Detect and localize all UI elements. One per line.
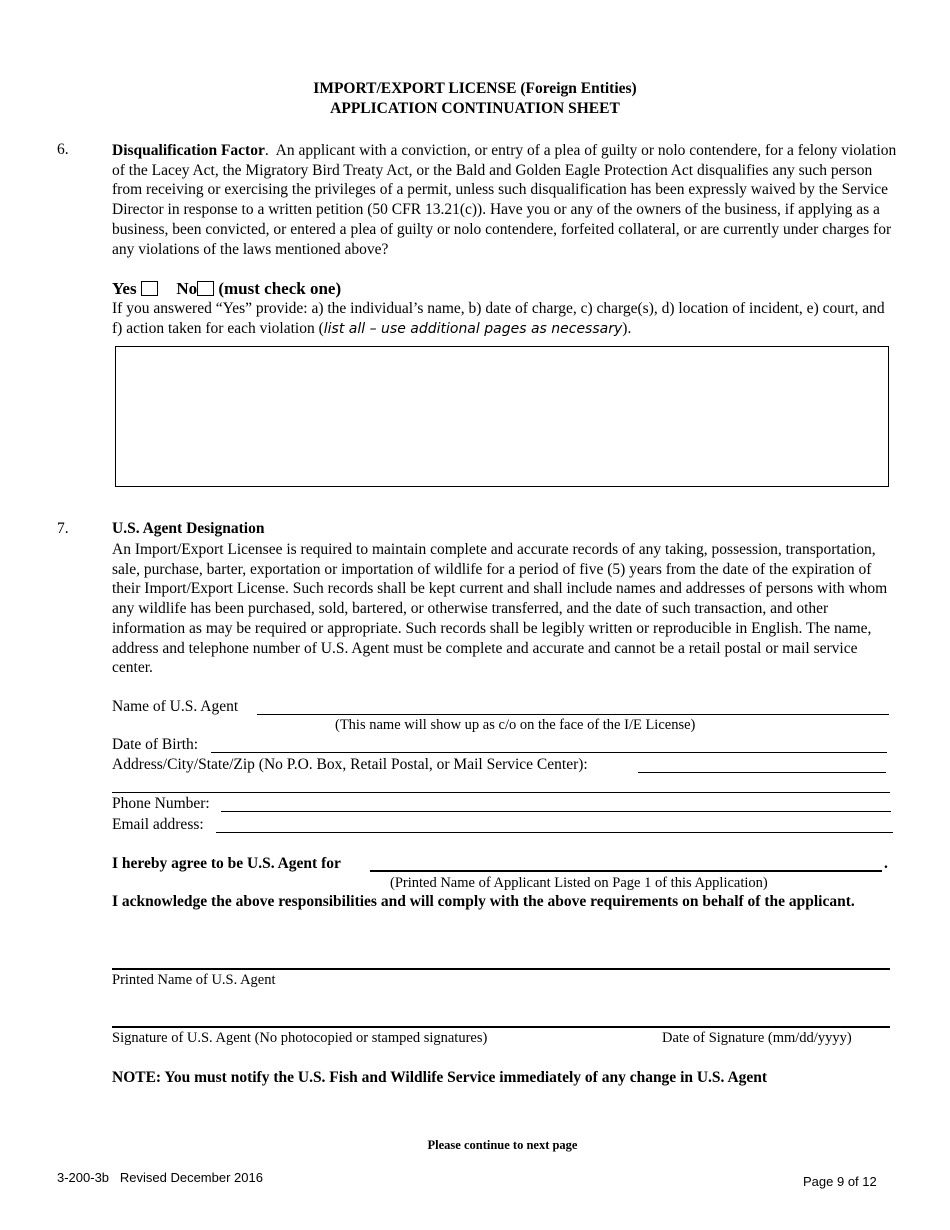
applicant-name-field[interactable] [370, 870, 882, 872]
section-7-number: 7. [57, 520, 69, 537]
agent-name-label: Name of U.S. Agent [112, 698, 239, 715]
address-field-line1[interactable] [638, 772, 886, 773]
section-6-body: An applicant with a conviction, or entry of a plea of guilty or nolo contendere, for a felony violation of the Lacey Act, the Migratory Bird Treaty Act, or the Bald and Golden Eagle Protection Act disqualifies any such person from receiving or exercising the privileges of a permit, unless such disqualification has been expressly waived by the Service Director in response to a written petition (50 CFR 13.21(c)). Have you or any of the owners of the business, if applying as a business, been convicted, or entered a plea of guilty or nolo contendere, forfeited collateral, or are currently under charges for any violations of the laws mentioned above? [112, 142, 897, 258]
yes-checkbox[interactable] [141, 281, 158, 296]
form-id: 3-200-3b Revised December 2016 [57, 1170, 263, 1185]
agent-name-note: (This name will show up as c/o on the face of the I/E License) [335, 717, 696, 733]
email-field[interactable] [216, 832, 893, 833]
form-title: IMPORT/EXPORT LICENSE (Foreign Entities) [313, 80, 637, 97]
agree-label: I hereby agree to be U.S. Agent for [112, 855, 341, 872]
continue-note: Please continue to next page [427, 1138, 578, 1152]
email-label: Email address: [112, 816, 204, 833]
signature-field[interactable] [112, 1026, 890, 1028]
section-7-body: An Import/Export Licensee is required to maintain complete and accurate records of any taking, possession, transportation, sale, purchase, barter, exportation or importation of wildlife for a period of five (5) years from the date of the expiration of their Import/Export License. Such records shall be kept current and shall include names and addresses of persons with whom any wildlife has been purchased, sold, bartered, or otherwise transferred, and the date of such transaction, and other information as may be required or appropriate. Such records shall be legibly written or reproducible in English. The name, address and telephone number of U.S. Agent must be complete and accurate and cannot be a retail postal or mail service center. [112, 541, 888, 677]
address-label: Address/City/State/Zip (No P.O. Box, Retail Postal, or Mail Service Center): [112, 756, 588, 773]
section-6-heading: Disqualification Factor [112, 142, 265, 159]
no-checkbox[interactable] [197, 281, 214, 296]
dob-field[interactable] [211, 752, 887, 753]
agree-note: (Printed Name of Applicant Listed on Page 1 of this Application) [390, 875, 768, 891]
no-label: No [176, 279, 198, 298]
signature-label: Signature of U.S. Agent (No photocopied or stamped signatures) [112, 1030, 488, 1046]
address-field-line2[interactable] [112, 792, 890, 793]
date-signature-label: Date of Signature (mm/dd/yyyy) [662, 1030, 852, 1046]
section-6-number: 6. [57, 141, 69, 158]
violations-textarea[interactable] [115, 346, 889, 487]
form-subtitle: APPLICATION CONTINUATION SHEET [330, 100, 620, 117]
acknowledge-statement: I acknowledge the above responsibilities and will comply with the above requirements on behalf of the applicant. [112, 893, 855, 910]
agent-name-field[interactable] [257, 714, 889, 715]
dob-label: Date of Birth: [112, 736, 199, 753]
page-number: Page 9 of 12 [803, 1174, 877, 1189]
must-check-note: (must check one) [218, 279, 342, 298]
section-7-heading: U.S. Agent Designation [112, 520, 265, 537]
yes-label: Yes [112, 279, 137, 298]
phone-label: Phone Number: [112, 795, 210, 812]
if-yes-italic: list all – use additional pages as necessary [323, 320, 623, 337]
printed-name-label: Printed Name of U.S. Agent [112, 972, 276, 988]
if-yes-instructions: If you answered “Yes” provide: a) the individual’s name, b) date of charge, c) charge(s), d) location of incident, e) court, and f) action taken for each violation (list all – use additional pages as necessary). [112, 300, 885, 337]
agree-period: . [884, 855, 888, 872]
yes-no-row [112, 279, 341, 299]
note-text: NOTE: You must notify the U.S. Fish and Wildlife Service immediately of any change in U.S. Agent [112, 1069, 768, 1086]
printed-name-field[interactable] [112, 968, 890, 970]
section-6-paragraph: Disqualification Factor. An applicant with a conviction, or entry of a plea of guilty or nolo contendere, for a felony violation of the Lacey Act, the Migratory Bird Treaty Act, or the Bald and Golden Eagle Protection Act disqualifies any such person from receiving or exercising the privileges of a permit, unless such disqualification has been expressly waived by the Service Director in response to a written petition (50 CFR 13.21(c)). Have you or any of the owners of the business, if applying as a business, been convicted, or entered a plea of guilty or nolo contendere, forfeited collateral, or are currently under charges for any violations of the laws mentioned above? [112, 142, 897, 258]
phone-field[interactable] [221, 811, 891, 812]
